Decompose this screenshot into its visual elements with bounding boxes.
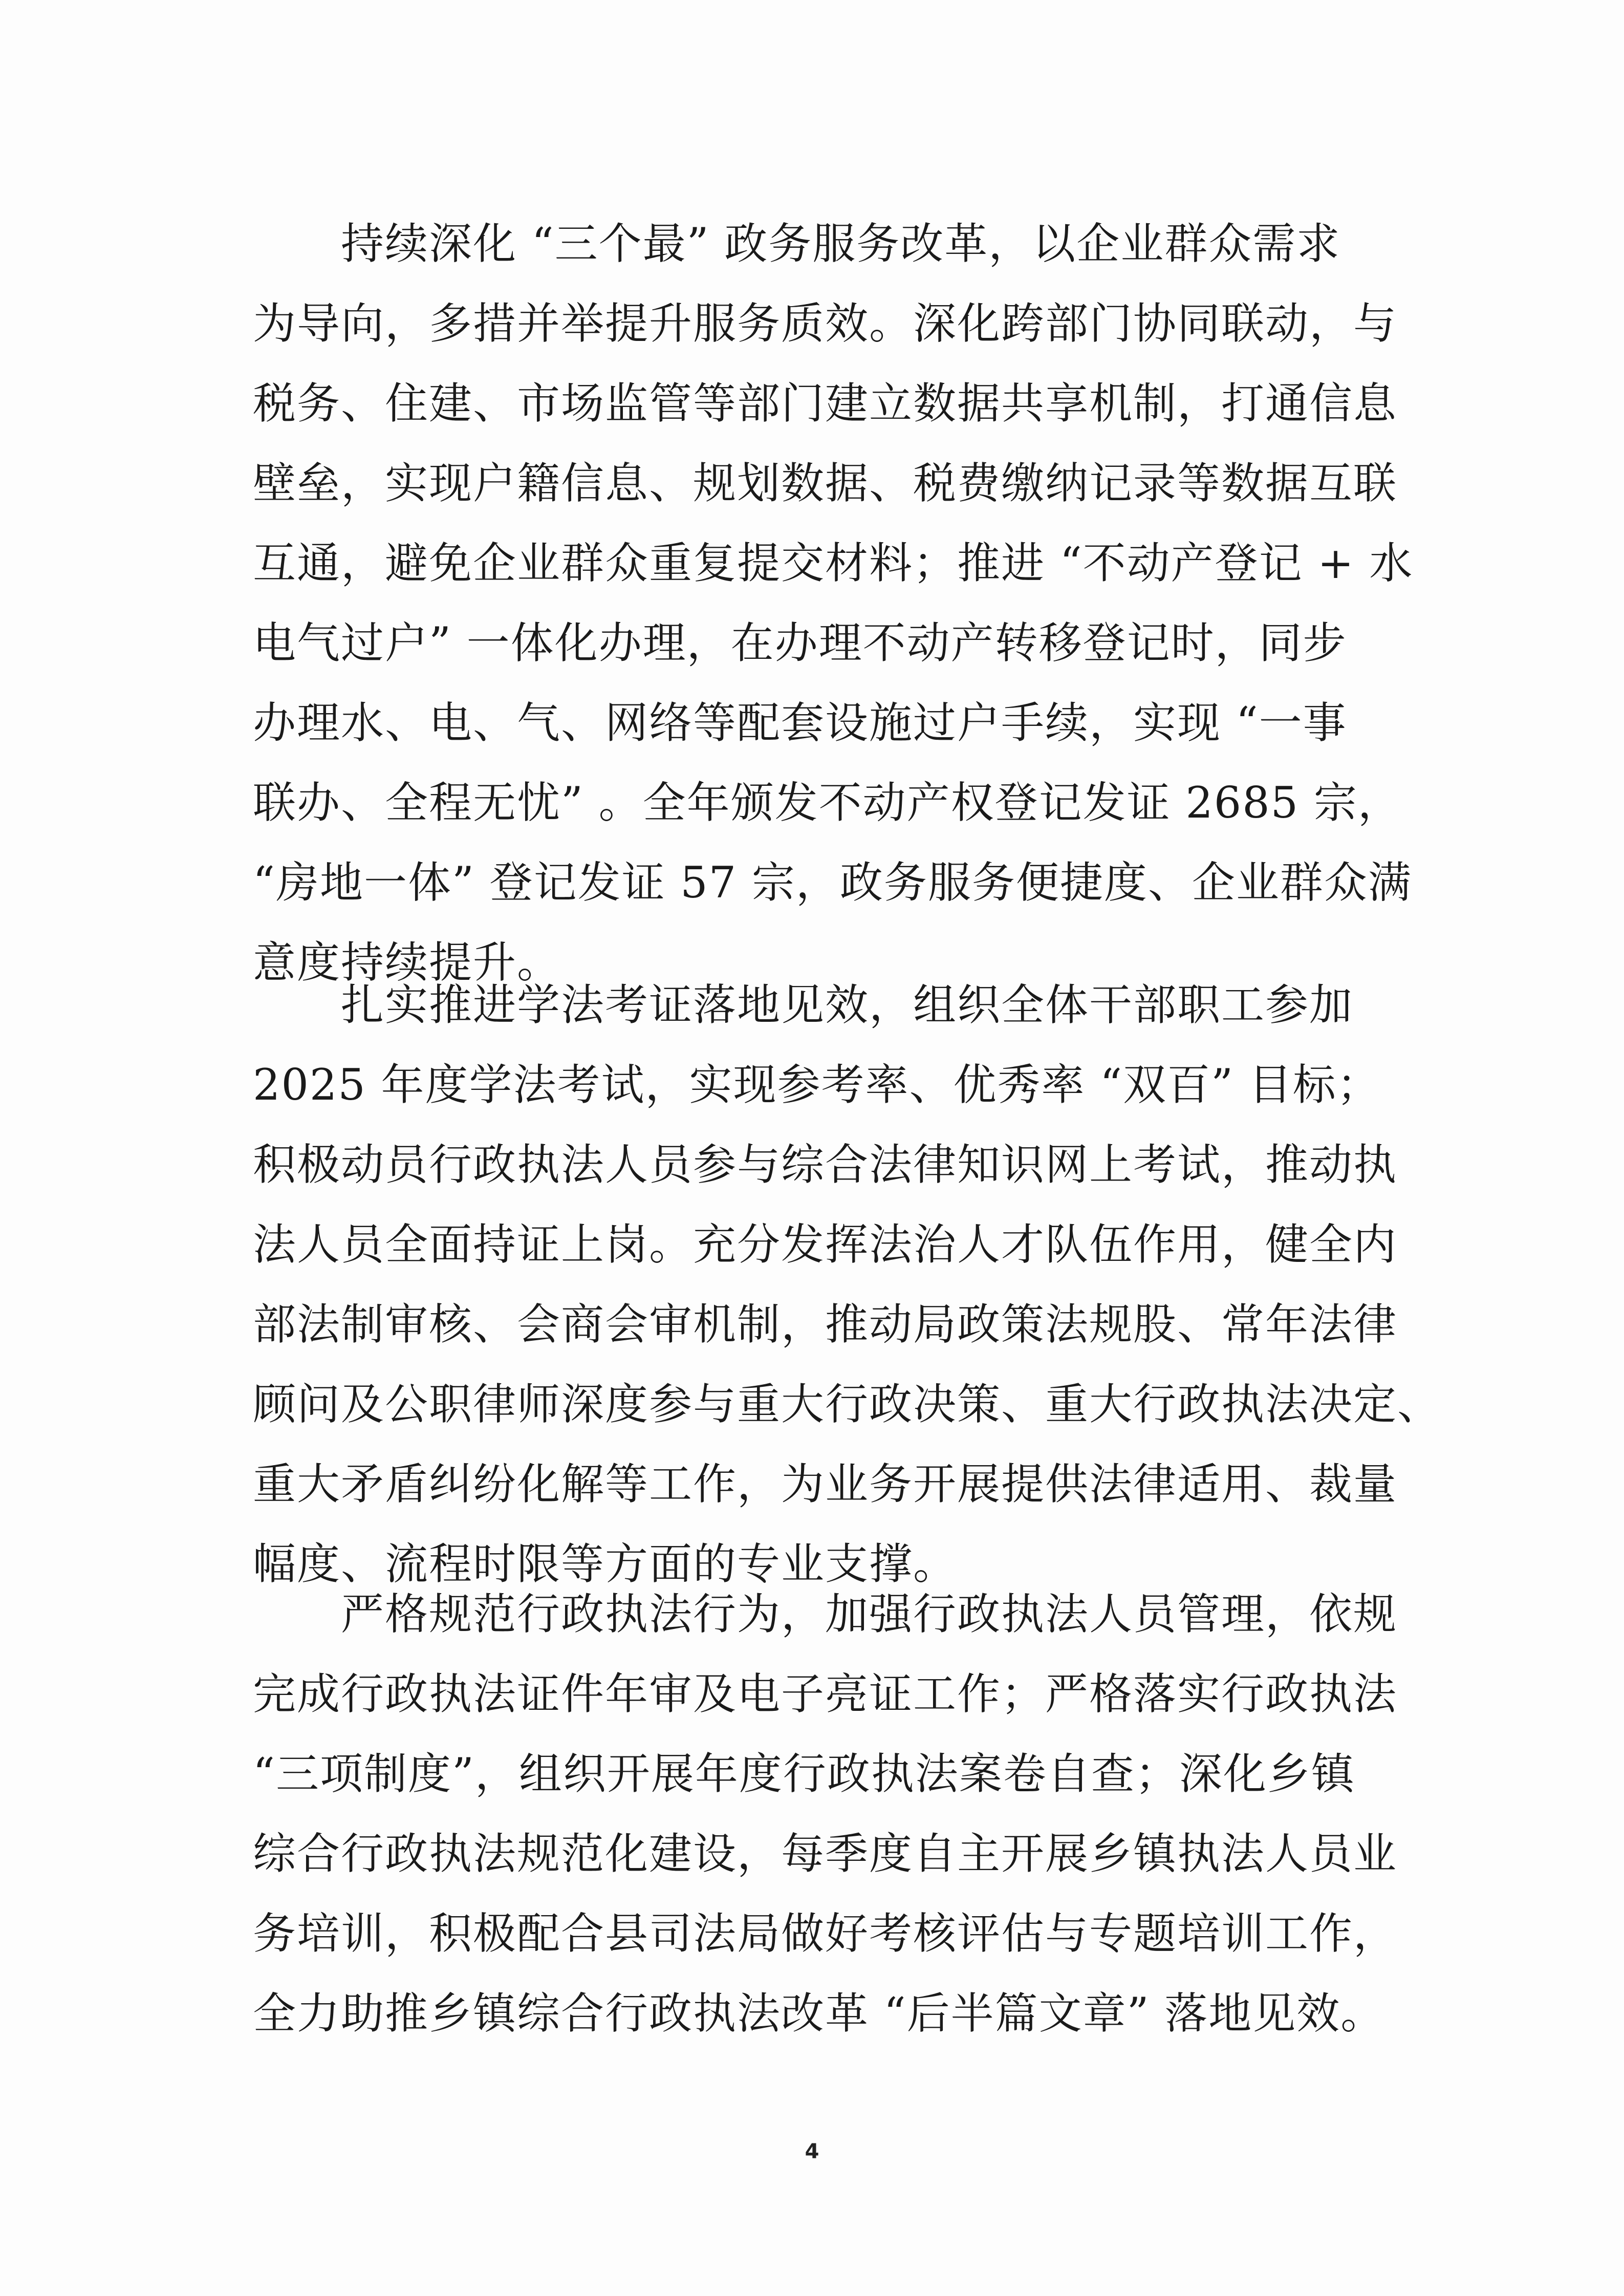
text-line: 重大矛盾纠纷化解等工作，为业务开展提供法律适用、裁量: [253, 1459, 1398, 1509]
text-line: 办理水、电、气、网络等配套设施过户手续，实现 “一事: [253, 698, 1347, 748]
text-line: 部法制审核、会商会审机制，推动局政策法规股、常年法律: [253, 1299, 1398, 1349]
text-line: 联办、全程无忧” 。全年颁发不动产权登记发证 2685 宗，: [253, 778, 1402, 828]
text-line: 法人员全面持证上岗。充分发挥法治人才队伍作用，健全内: [253, 1219, 1398, 1270]
text-line: 意度持续提升。: [253, 937, 561, 988]
page-number: 4: [805, 2140, 819, 2163]
text-line: 税务、住建、市场监管等部门建立数据共享机制，打通信息: [253, 378, 1398, 428]
paragraph-law-study: [253, 965, 1442, 1604]
text-line: 电气过户” 一体化办理，在办理不动产转移登记时，同步: [253, 618, 1347, 668]
text-line: 完成行政执法证件年审及电子亮证工作；严格落实行政执法: [253, 1669, 1398, 1719]
text-line: 2025 年度学法考试，实现参考率、优秀率 “双百” 目标；: [253, 1060, 1381, 1110]
text-line: 扎实推进学法考证落地见效，组织全体干部职工参加: [253, 980, 1354, 1030]
text-line: 严格规范行政执法行为，加强行政执法人员管理，依规: [253, 1589, 1398, 1639]
text-line: “三项制度”，组织开展年度行政执法案卷自查；深化乡镇: [253, 1749, 1355, 1799]
text-line: 顾问及公职律师深度参与重大行政决策、重大行政执法决定、: [253, 1379, 1442, 1429]
paragraph-service-reform: [253, 204, 1414, 1002]
text-line: 壁垒，实现户籍信息、规划数据、税费缴纳记录等数据互联: [253, 458, 1398, 508]
text-line: 持续深化 “三个最” 政务服务改革，以企业群众需求: [253, 219, 1341, 269]
paragraph-law-enforcement: [253, 1574, 1398, 2053]
text-line: 务培训，积极配合县司法局做好考核评估与专题培训工作，: [253, 1908, 1398, 1959]
text-line: 幅度、流程时限等方面的专业支撑。: [253, 1539, 958, 1589]
text-line: 为导向，多措并举提升服务质效。深化跨部门协同联动，与: [253, 298, 1398, 349]
text-line: “房地一体” 登记发证 57 宗，政务服务便捷度、企业群众满: [253, 857, 1412, 908]
text-line: 积极动员行政执法人员参与综合法律知识网上考试，推动执: [253, 1140, 1398, 1190]
text-line: 全力助推乡镇综合行政执法改革 “后半篇文章” 落地见效。: [253, 1988, 1385, 2038]
text-line: 互通，避免企业群众重复提交材料；推进 “不动产登记 + 水: [253, 538, 1414, 588]
text-line: 综合行政执法规范化建设，每季度自主开展乡镇执法人员业: [253, 1829, 1398, 1879]
